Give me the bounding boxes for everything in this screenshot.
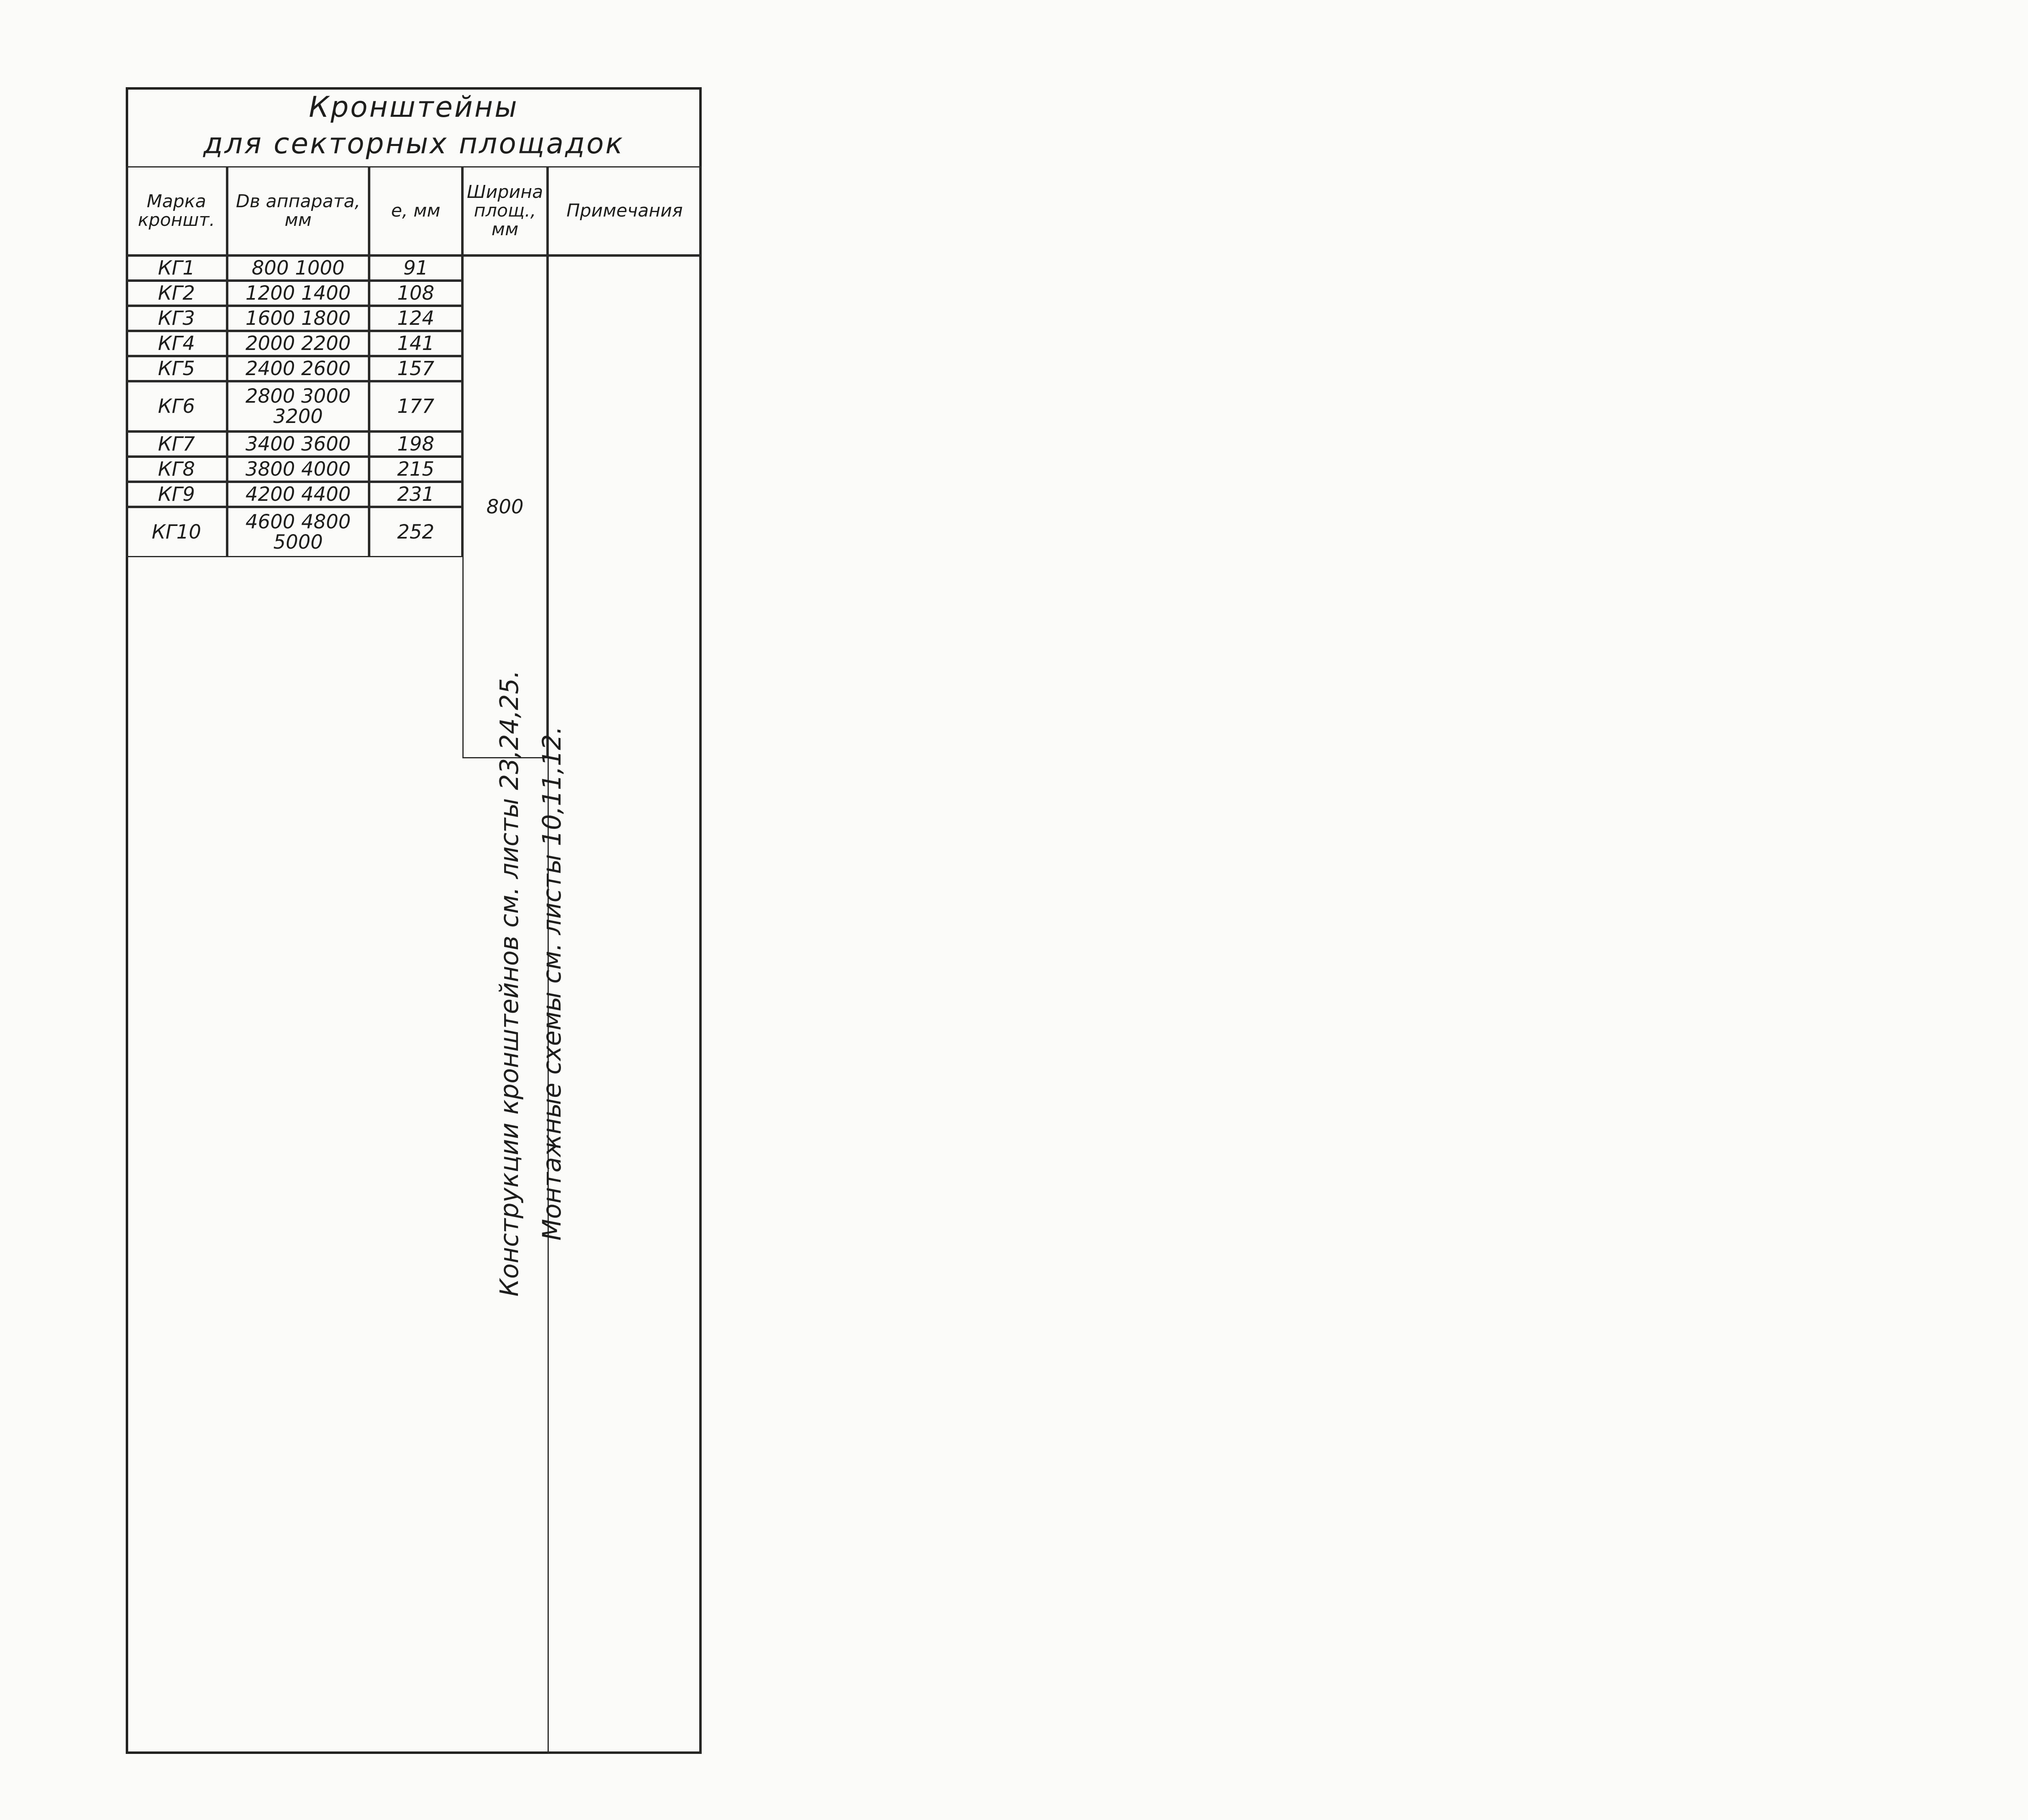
table-1-row-6-dv: 2800 3000 3200 [227,381,369,431]
table-1-row-10-e: 252 [369,507,462,557]
table-1-header-dv: Dв аппарата, мм [227,166,369,255]
table-1-header-notes: Примечания [548,166,702,255]
table-1-row-1-dv: 800 1000 [227,255,369,281]
table-1-row-2-mark: КГ2 [126,281,227,306]
table-1-header-mark: Марка кроншт. [126,166,227,255]
table-1-title-line-1: Кронштейны [309,90,519,124]
table-1-row-8-dv: 3800 4000 [227,457,369,482]
table-1-row-10-mark: КГ10 [126,507,227,557]
table-1-row-7-mark: КГ7 [126,431,227,457]
table-1-row-5-mark: КГ5 [126,356,227,381]
table-1-row-8-e: 215 [369,457,462,482]
table-1-row-4-mark: КГ4 [126,331,227,356]
table-1-row-1-mark: КГ1 [126,255,227,281]
table-1-row-3-dv: 1600 1800 [227,306,369,331]
table-1-row-3-e: 124 [369,306,462,331]
table-1-row-10-dv: 4600 4800 5000 [227,507,369,557]
table-1-notes-cell [548,255,702,1754]
table-1-row-4-dv: 2000 2200 [227,331,369,356]
table-1-row-7-dv: 3400 3600 [227,431,369,457]
table-1-row-9-e: 231 [369,482,462,507]
table-1-row-6-e: 177 [369,381,462,431]
table-1-width-group-800: 800 [462,255,548,758]
table-1-row-9-mark: КГ9 [126,482,227,507]
table-1-note-mounting: Монтажные схемы см. листы 10,11,12. [537,726,567,1241]
table-1-row-4-e: 141 [369,331,462,356]
table-1-row-7-e: 198 [369,431,462,457]
table-1-note-constructions: Конструкции кронштейнов см. листы 23,24,25. [494,670,524,1297]
table-1-row-2-e: 108 [369,281,462,306]
table-1-row-6-mark: КГ6 [126,381,227,431]
table-1-row-9-dv: 4200 4400 [227,482,369,507]
table-1-header-width: Ширина площ., мм [462,166,548,255]
table-1-title-line-2: для секторных площадок [203,127,624,161]
table-1-row-5-dv: 2400 2600 [227,356,369,381]
table-1-row-1-e: 91 [369,255,462,281]
table-1-row-2-dv: 1200 1400 [227,281,369,306]
table-1-row-8-mark: КГ8 [126,457,227,482]
table-1-row-5-e: 157 [369,356,462,381]
table-1-header-e: е, мм [369,166,462,255]
table-1-row-3-mark: КГ3 [126,306,227,331]
